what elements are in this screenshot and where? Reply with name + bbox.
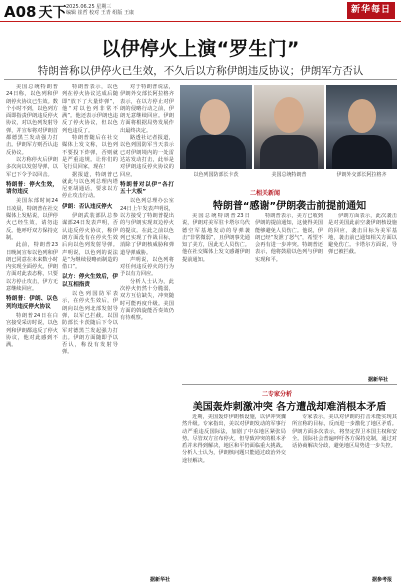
article-column-8 — [292, 414, 397, 576]
paragraph: 据报道，特朗普已就此与以色列总理内塔尼亚胡通话，要求以方停止攻击行动。 — [62, 171, 118, 200]
paragraph: 伊朗武装部队总参谋部24日发表声明，否认违反停火协议，称伊朗方面没有在停火生效后向以色列发射导弹。声明说，以色列的说法是“为继续侵略而制造的借口”。 — [62, 213, 118, 271]
figure-face — [348, 99, 376, 133]
photo-trump — [254, 85, 324, 169]
paragraph: 路透社记者报道，以色列国防军当天表示已对伊朗境内的一处雷达站发动打击，此举是对伊朗违反停火协议的回应。 — [120, 135, 174, 178]
section-heading: 特朗普：停火生效，请勿违反 — [6, 181, 58, 196]
photo-caption: 以色列国防部长卡茨 — [193, 172, 239, 178]
paragraph: 美国总统特朗普23日说，伊朗对美军驻卡塔尔乌代德空军基地发动的导弹袭击“非常微弱”，且伊朗事先通知了美方，因此无人员伤亡。他在社交媒体上发文感谢伊朗提前通知。 — [182, 213, 250, 263]
masthead — [0, 0, 401, 22]
source-credit: 据新华社 — [368, 377, 389, 383]
figure-face — [274, 97, 304, 133]
article-column-1 — [6, 84, 58, 576]
section-name: 天下 — [38, 5, 67, 21]
paragraph: 分析人士认为，此次停火仍然十分脆弱，双方互信缺失，冲突随时可能再度升级。美国方面的斡旋能否奏效仍有待观察。 — [120, 278, 174, 322]
date-line: 2025.06.25 星期三 — [66, 4, 112, 10]
paragraph: 以色列国防军表示，在停火生效后，伊朗向以色列北部发射导弹，以军已拦截。以国防部长卡茨随后下令以军对德黑兰发起强力打击。伊朗方面随即予以否认，称没有发射导弹。 — [62, 291, 118, 356]
figure-suit — [186, 135, 246, 169]
paragraph: 此前，特朗普23日晚间宣布以色列和伊朗已同意在未来数小时内实现全面停火。伊朗方面对此表态称，只要以方停止攻击，伊方无意继续回应。 — [6, 242, 58, 293]
figure-suit — [260, 135, 318, 169]
paragraph: 以方称停火后伊朗多次向以发射导弹，以军已下令予以回击。 — [6, 156, 58, 178]
paragraph: 对于特朗普说法，伊朗外交部长阿拉格齐表示，在以方停止对伊朗的侵略行动之前，伊朗无意继续回应。伊朗方面将根据局势发展作出最终决定。 — [120, 84, 174, 134]
page-number — [4, 2, 66, 22]
section-heading: 以方：停火生效后，伊以互相指责 — [62, 274, 118, 288]
main-headline: 以伊停火上演“罗生门” — [101, 38, 300, 60]
article-column-7 — [182, 414, 286, 576]
page-number-text: A08 — [4, 3, 37, 21]
paragraph: 特朗普24日在白宫接受采访时说，以色列和伊朗都违反了停火协议，他对此感到不满。 — [6, 312, 58, 349]
section-kicker: 二相关新闻 — [250, 190, 281, 197]
source-credit: 据新华社 — [150, 577, 171, 583]
article-column-5 — [255, 213, 323, 381]
paragraph: 美国东部时间24日凌晨，特朗普在社交媒体上发帖说，以伊停火已经生效，请勿违反。他呼吁双方保持克制。 — [6, 198, 58, 241]
section-kicker: 二专家分析 — [262, 391, 293, 398]
article-column-4 — [182, 213, 250, 381]
paragraph: 特朗普随后在社交媒体上发文称，以色列不要投下炸弹，否则就是严重违规。让你们的飞行员回家，现在！ — [62, 135, 118, 171]
paragraph: 特朗普表示，美方已收到伊朗的提前通知，这使得美国能够避免人员伤亡。他说，伊朗已经“发泄了怒气”，希望不会再有进一步冲突。特朗普还表示，他将鼓励以色列与伊朗实现和平。 — [255, 213, 323, 263]
figure-suit — [332, 135, 392, 169]
editor-line: 编辑 崔哲 校对 王青 组版 王康 — [66, 10, 134, 17]
paragraph: 美国总统特朗普24日称，以色列和伊朗停火协议已生效。数个小时不到，以色列方面即指责伊朗违反停火协议，对以色列发射导弹，并宣布将对伊朗首都德黑兰发动强力打击。伊朗军方则否认违反协议。 — [6, 84, 58, 156]
article-column-2 — [62, 84, 118, 576]
article-column-6 — [328, 213, 397, 381]
photo-caption: 美国总统特朗普 — [271, 172, 307, 178]
section-title: 特朗普“感谢”伊朗袭击前提前通知 — [212, 201, 367, 212]
photo-katz — [180, 85, 252, 169]
paragraph: 伊朗方面表示，此次袭击是对美国此前空袭伊朗核设施的回应，袭击目标为美军基地，袭击前已通知相关方面以避免伤亡。卡塔尔方面说，导弹已被拦截。 — [328, 213, 397, 256]
article-column-3 — [120, 84, 174, 576]
source-credit: 据参考报 — [372, 577, 393, 583]
headline-divider — [4, 79, 397, 80]
paragraph: 声明说，以色列将对任何违反停火的行为予以有力回应。 — [120, 256, 174, 278]
photo-caption: 伊朗外交部长阿拉格齐 — [336, 172, 387, 178]
paragraph: 专家表示，美以对伊朗的打击未能实现其所宣称的目标，反而进一步激化了地区矛盾。伊朗方面多次表示，将坚定捍卫本国主权和安全。国际社会普遍呼吁各方保持克制，通过对话协商解决分歧，避免地区局势进一步失控。 — [292, 414, 397, 450]
paragraph: 近期，美国轰炸伊朗核设施，以伊冲突骤然升级。专家指出，美以对伊朗发动的军事行动严重违反国际法，加剧了中东地区紧张局势。尽管双方宣布停火，但导致冲突的根本矛盾并未得到解决，地区和平仍面临重大挑战。分析人士认为，伊朗核问题只能通过政治外交途径解决。 — [182, 414, 286, 464]
newspaper-logo: 新华每日 — [347, 2, 395, 19]
section-divider — [182, 384, 397, 385]
figure-face — [200, 99, 230, 135]
paragraph: 特朗普表示，以色列在停火协议达成后随即“放下了大量炸弹”，他“对以色列非常不满”。他还表示伊朗也违反了停火协议，但以色列也违反了。 — [62, 84, 118, 134]
paragraph: 以色列总理办公室24日上午发表声明说，以方接受了特朗普提出的与伊朗实现双边停火的提议。在此之前以色列已实现了作战目标，消除了伊朗核威胁和弹道导弹威胁。 — [120, 198, 174, 256]
photo-araghchi — [326, 85, 397, 169]
photo-strip — [180, 85, 397, 180]
section-heading: 特朗普对以伊“各打五十大板” — [120, 181, 174, 196]
sub-headline: 特朗普称以伊停火已生效，不久后以方称伊朗违反协议；伊朗军方否认 — [37, 65, 364, 77]
header-meta — [66, 4, 134, 16]
section-title: 美国轰炸刺激冲突 各方遭战却难消根本矛盾 — [192, 402, 387, 413]
section-heading: 伊朗：否认违反停火 — [62, 203, 113, 210]
section-heading: 特朗普：伊朗、以色列均违反停火协议 — [6, 296, 58, 310]
